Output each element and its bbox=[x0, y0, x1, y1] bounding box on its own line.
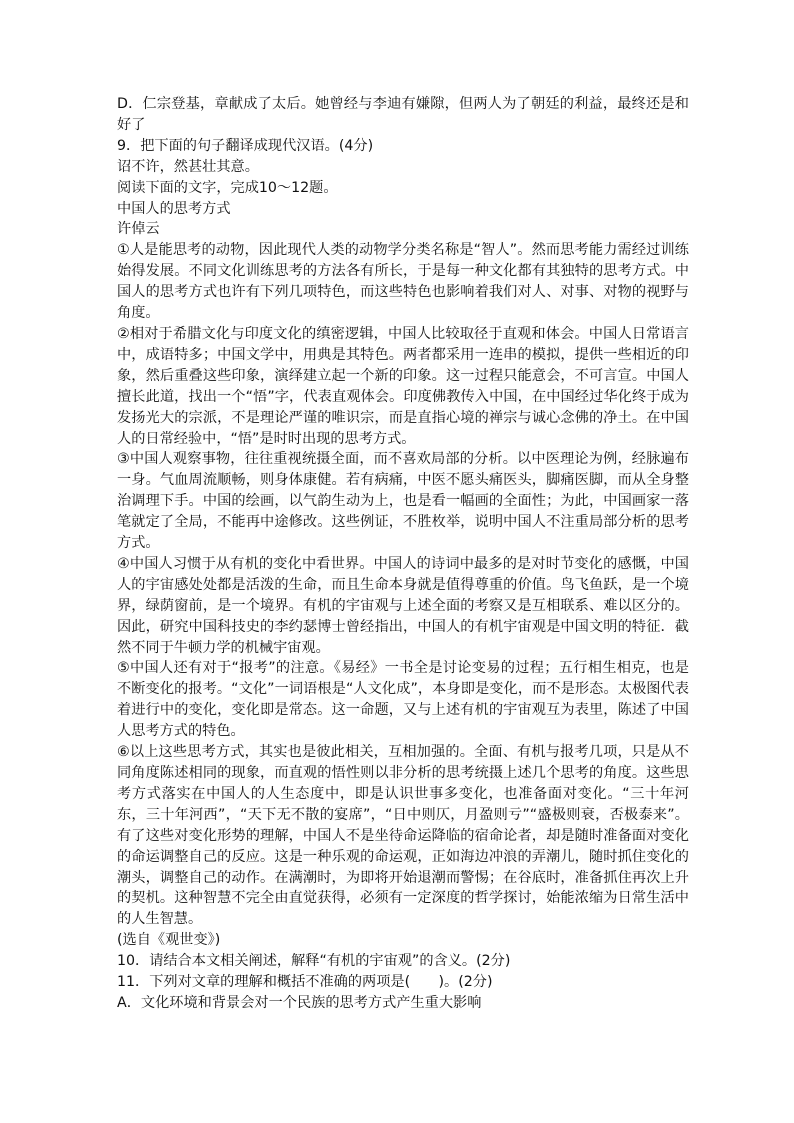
article-title: 中国人的思考方式 bbox=[117, 200, 231, 217]
article-source: (选自《观世变》) bbox=[117, 932, 221, 949]
question-9-prompt: 9．把下面的句子翻译成现代汉语。(4分) bbox=[117, 137, 374, 154]
reading-instruction: 阅读下面的文字，完成10～12题。 bbox=[117, 179, 338, 196]
article-paragraph-1: ①人是能思考的动物，因此现代人类的动物学分类名称是“智人”。然而思考能力需经过训练始得发展。不同文化训练思考的方法各有所长，于是每一种文化都有其独特的思考方式。中国人的思考方式也许有下列几项特色，而这些特色也影响着我们对人、对事、对物的视野与角度。 bbox=[117, 242, 689, 322]
question-11-prompt: 11．下列对文章的理解和概括不准确的两项是( )。(2分) bbox=[117, 974, 493, 991]
article-paragraph-4: ④中国人习惯于从有机的变化中看世界。中国人的诗词中最多的是对时节变化的感慨，中国人的宇宙感处处都是活泼的生命，而且生命本身就是值得尊重的价值。鸟飞鱼跃，是一个境界，绿荫窗前，是一个境界。有机的宇宙观与上述全面的考察又是互相联系、难以区分的。因此，研究中国科技史的李约瑟博士曾经指出，中国人的有机宇宙观是中国文明的特征．截然不同于牛顿力学的机械宇宙观。 bbox=[117, 555, 689, 656]
question-9-sentence: 诏不许，然甚壮其意。 bbox=[117, 158, 259, 175]
article-paragraph-6: ⑥以上这些思考方式，其实也是彼此相关，互相加强的。全面、有机与报考几项，只是从不同角度陈述相同的现象，而直观的悟性则以非分析的思考统摄上述几个思考的角度。这些思考方式落实在中国人的人生态度中，即是认识世事多变化，也准备面对变化。“三十年河东，三十年河西”，“天下无不散的宴席”，“日中则仄，月盈则亏”“盛极则衰，否极泰来”。有了这些对变化形势的理解，中国人不是坐待命运降临的宿命论者，却是随时准备面对变化的命运调整自己的反应。这是一种乐观的命运观，正如海边冲浪的弄潮儿，随时抓住变化的潮头，调整自己的动作。在满潮时，为即将开始退潮而警惕；在谷底时，准备抓住再次上升的契机。这种智慧不完全由直觉获得，必须有一定深度的哲学探讨，始能浓缩为日常生活中的人生智慧。 bbox=[117, 744, 689, 928]
article-paragraph-5: ⑤中国人还有对于“报考”的注意。《易经》一书全是讨论变易的过程；五行相生相克，也是不断变化的报考。“文化”一词语根是“人文化成”，本身即是变化，而不是形态。太极图代表着进行中的变化，变化即是常态。这一命题，又与上述有机的宇宙观互为表里，陈述了中国人思考方式的特色。 bbox=[117, 660, 689, 740]
option-d: D．仁宗登基，章献成了太后。她曾经与李迪有嫌隙，但两人为了朝廷的利益，最终还是和好了 bbox=[117, 96, 689, 133]
document-page bbox=[117, 94, 689, 1014]
article-paragraph-3: ③中国人观察事物，往往重视统摄全面，而不喜欢局部的分析。以中医理论为例，经脉遍布一身。气血周流顺畅，则身体康健。若有病痛，中医不愿头痛医头，脚痛医脚，而从全身整治调理下手。中国的绘画，以气韵生动为上，也是看一幅画的全面性；为此，中国画家一落笔就定了全局，不能再中途修改。这些例证，不胜枚举，说明中国人不注重局部分析的思考方式。 bbox=[117, 451, 689, 552]
article-author: 许倬云 bbox=[117, 221, 160, 238]
question-10-prompt: 10．请结合本文相关阐述，解释“有机的宇宙观”的含义。(2分) bbox=[117, 953, 511, 970]
article-paragraph-2: ②相对于希腊文化与印度文化的缜密逻辑，中国人比较取径于直观和体会。中国人日常语言中，成语特多；中国文学中，用典是其特色。两者都采用一连串的模拟，提供一些相近的印象，然后重叠这些印象，演绎建立起一个新的印象。这一过程只能意会，不可言宣。中国人擅长此道，找出一个“悟”字，代表直观体会。印度佛教传入中国，在中国经过华化终于成为发扬光大的宗派，不是理论严谨的唯识宗，而是直指心境的禅宗与诚心念佛的净土。在中国人的日常经验中，“悟”是时时出现的思考方式。 bbox=[117, 325, 689, 447]
question-11-option-a: A．文化环境和背景会对一个民族的思考方式产生重大影响 bbox=[117, 994, 482, 1011]
